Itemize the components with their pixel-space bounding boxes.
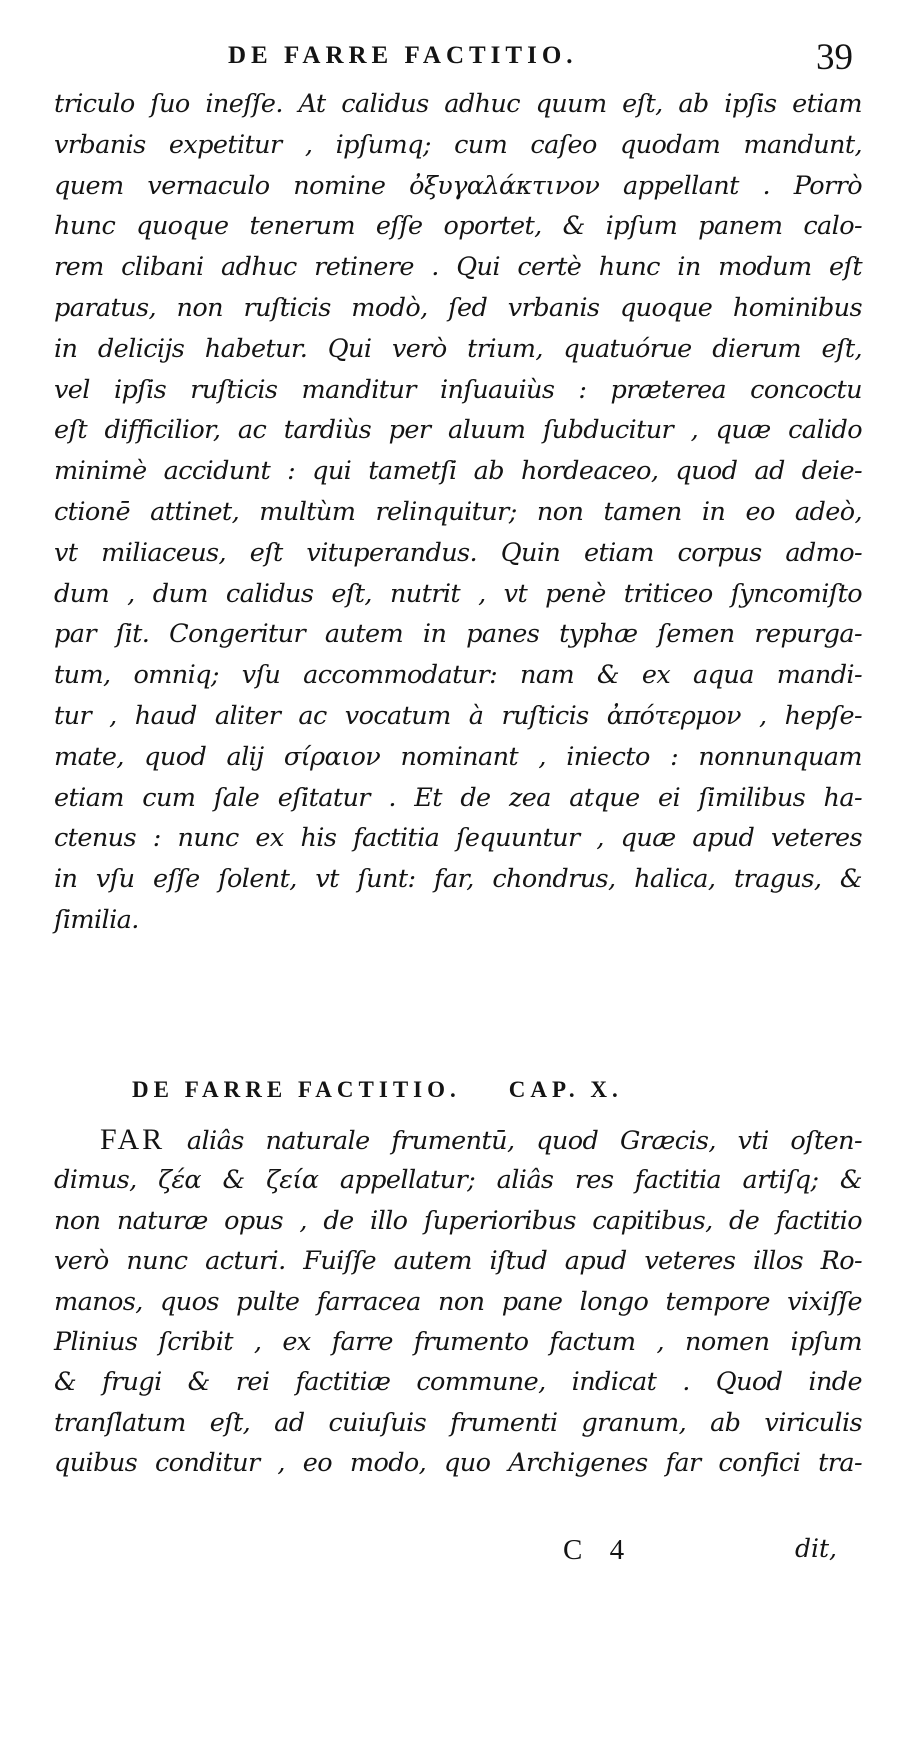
text-line: in vſu eſſe ſolent, vt ſunt: far, chondrus, halica, tragus, & [54, 864, 862, 895]
text-line: ctenus : nunc ex his factitia ſequuntur , quæ apud veteres [54, 823, 862, 854]
text-line: quibus conditur , eo modo, quo Archigenes far confici tra- [54, 1448, 862, 1479]
text-line [54, 1120, 862, 1160]
signature-mark: C 4 [563, 1534, 635, 1566]
text-line: par ſit. Congeritur autem in panes typhæ ſemen repurga- [54, 619, 862, 650]
text-line: vrbanis expetitur , ipſumq; cum caſeo quodam mandunt, [54, 129, 862, 160]
text-line-rest: aliâs naturale frumentū, quod Græcis, vti oſten- [165, 1126, 862, 1156]
page-number: 39 [816, 37, 853, 78]
paragraph-continued [54, 84, 862, 941]
text-line: tum, omniq; vſu accommodatur: nam & ex aqua mandi- [54, 660, 862, 691]
running-title: DE FARRE FACTITIO. [228, 42, 578, 69]
text-line: quem vernaculo nomine ὀξυγαλάκτινον appellant . Porrò [54, 170, 862, 201]
chapter-title: DE FARRE FACTITIO. [132, 1077, 461, 1102]
text-line: hunc quoque tenerum eſſe oportet, & ipſum panem calo- [54, 211, 862, 242]
text-line: Plinius ſcribit , ex farre frumento factum , nomen ipſum [54, 1326, 862, 1357]
text-line: manos, quos pulte farracea non pane longo tempore vixiſſe [54, 1286, 862, 1317]
page-footer [0, 1534, 900, 1574]
text-line: non naturæ opus , de illo ſuperioribus capitibus, de factitio [54, 1205, 862, 1236]
text-line: etiam cum ſale eſitatur . Et de zea atque ei ſimilibus ha- [54, 782, 862, 813]
text-line: triculo ſuo ineſſe. At calidus adhuc quum eſt, ab ipſis etiam [54, 89, 862, 119]
text-line: vel ipſis ruſticis manditur inſuauiùs : præterea concoctu [54, 374, 862, 405]
catchword: dit, [795, 1534, 837, 1563]
initial-word: FAR [100, 1123, 166, 1156]
text-line: ctionē attinet, multùm relinquitur; non tamen in eo adeò, [54, 496, 862, 527]
text-line: ſimilia. [54, 904, 139, 935]
text-line: vt miliaceus, eſt vituperandus. Quin etiam corpus admo- [54, 537, 862, 568]
text-line: minimè accidunt : qui tametſi ab hordeaceo, quod ad deie- [54, 456, 862, 487]
text-line: verò nunc acturi. Fuiſſe autem iſtud apud veteres illos Ro- [54, 1246, 862, 1277]
text-line: in delicijs habetur. Qui verò trium, quatuórue dierum eſt, [54, 333, 862, 364]
text-line: dimus, ζέα & ζεία appellatur; aliâs res factitia artiſq; & [54, 1165, 862, 1196]
running-head [0, 37, 900, 82]
text-line: tranſlatum eſt, ad cuiuſuis frumenti granum, ab viriculis [54, 1407, 862, 1438]
text-line: & frugi & rei factitiæ commune, indicat . Quod inde [54, 1367, 862, 1398]
text-line: tur , haud aliter ac vocatum à ruſticis ἀπότερμον , hepſe- [54, 700, 862, 731]
text-line: eſt difficilior, ac tardiùs per aluum ſubducitur , quæ calido [54, 415, 862, 446]
chapter-number: CAP. X. [508, 1077, 623, 1102]
chapter-paragraph [54, 1120, 862, 1484]
chapter-heading [132, 1077, 832, 1117]
text-line: paratus, non ruſticis modò, ſed vrbanis quoque hominibus [54, 292, 862, 323]
text-line: rem clibani adhuc retinere . Qui certè hunc in modum eſt [54, 252, 862, 283]
text-line: mate, quod alij σίραιον nominant , iniecto : nonnunquam [54, 741, 862, 772]
text-line: dum , dum calidus eſt, nutrit , vt penè triticeo ſyncomiſto [54, 578, 862, 609]
